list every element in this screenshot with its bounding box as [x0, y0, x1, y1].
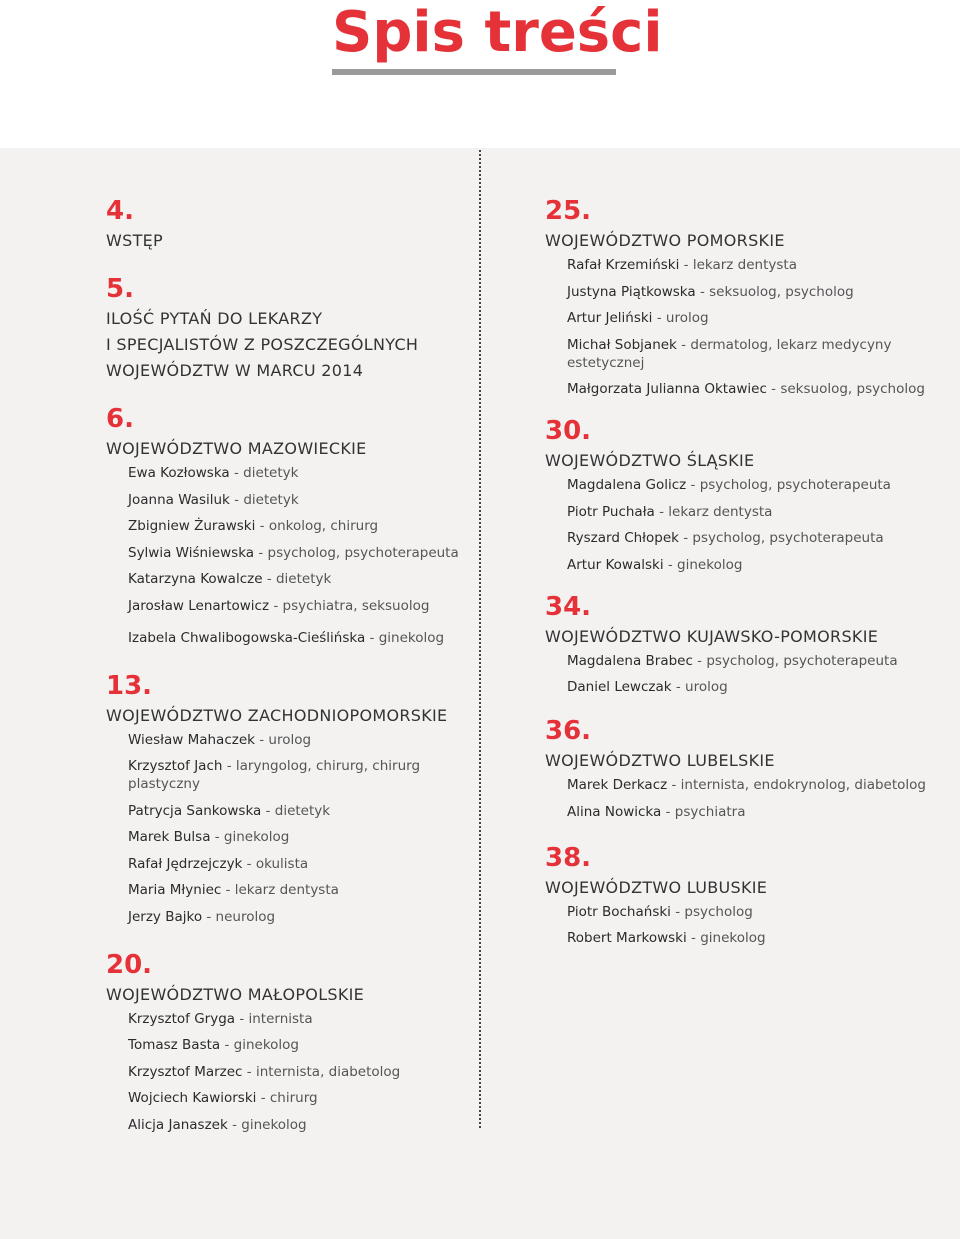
list-item — [567, 556, 945, 574]
list-item — [128, 802, 466, 820]
list-item — [128, 1089, 466, 1107]
specialty: - ginekolog — [365, 629, 445, 646]
list-item — [567, 336, 945, 372]
list-item — [128, 855, 466, 873]
list-item — [567, 529, 945, 547]
toc-section — [545, 592, 945, 697]
section-heading: WOJEWÓDZTWO POMORSKIE — [545, 231, 785, 250]
person-name: Alina Nowicka — [567, 803, 662, 820]
page-number: 38. — [545, 842, 592, 873]
toc-section — [545, 843, 945, 948]
toc-section — [545, 196, 945, 398]
left-column — [106, 196, 466, 1142]
specialty: - neurolog — [202, 908, 276, 925]
person-name: Rafał Jędrzejczyk — [128, 855, 243, 872]
specialty: - psycholog, psychoterapeuta — [678, 530, 884, 546]
list-item — [128, 1010, 466, 1028]
person-name: Artur Kowalski — [567, 556, 664, 573]
toc-section — [106, 274, 466, 384]
page-number: 34. — [545, 591, 592, 622]
specialty: - ginekolog — [227, 1116, 307, 1133]
section-heading: WOJEWÓDZTWO ZACHODNIOPOMORSKIE — [106, 705, 448, 725]
list-item — [567, 678, 945, 696]
specialty: - internista — [235, 1010, 313, 1027]
specialty: - laryngolog, chirurg, chirurg plastyczny — [128, 758, 421, 792]
list-item — [128, 908, 466, 926]
person-name: Piotr Bochański — [567, 903, 671, 920]
specialty: - psycholog, psychoterapeuta — [254, 544, 459, 561]
toc-section — [106, 404, 466, 647]
section-heading: WOJEWÓDZTWO MAZOWIECKIE — [106, 439, 367, 458]
entry-list — [545, 776, 945, 821]
page-number: 5. — [106, 274, 134, 304]
person-name: Krzysztof Gryga — [128, 1010, 236, 1027]
toc-section — [545, 416, 945, 574]
list-item — [128, 1036, 466, 1054]
specialty: - psychiatra — [661, 803, 746, 820]
page-number: 4. — [106, 196, 134, 226]
list-item — [128, 597, 466, 615]
right-column — [545, 196, 945, 956]
entry-list — [106, 731, 466, 926]
person-name: Krzysztof Marzec — [128, 1063, 243, 1080]
person-name: Artur Jeliński — [567, 310, 653, 326]
person-name: Tomasz Basta — [128, 1037, 221, 1053]
list-item — [128, 464, 466, 482]
entry-list — [545, 476, 945, 574]
section-heading: WOJEWÓDZTWO ŚLĄSKIE — [545, 451, 755, 470]
person-name: Katarzyna Kowalcze — [128, 571, 263, 587]
person-name: Jarosław Lenartowicz — [128, 597, 270, 614]
person-name: Jerzy Bajko — [128, 908, 203, 925]
person-name: Wojciech Kawiorski — [128, 1090, 257, 1106]
specialty: - seksuolog, psycholog — [766, 381, 925, 397]
list-item — [567, 652, 945, 670]
person-name: Ryszard Chłopek — [567, 530, 679, 546]
person-name: Marek Bulsa — [128, 829, 211, 845]
section-heading: WOJEWÓDZTWO LUBELSKIE — [545, 751, 775, 770]
specialty: - ginekolog — [686, 930, 766, 946]
specialty: - internista, diabetolog — [242, 1063, 401, 1080]
list-item — [567, 309, 945, 327]
specialty: - dietetyk — [229, 465, 299, 481]
page-number: 30. — [545, 416, 592, 446]
specialty: - ginekolog — [210, 829, 290, 845]
list-item — [128, 629, 466, 647]
person-name: Małgorzata Julianna Oktawiec — [567, 381, 767, 397]
person-name: Justyna Piątkowska — [567, 283, 696, 300]
section-heading: WSTĘP — [106, 231, 164, 250]
list-item — [567, 380, 945, 398]
section-heading: I SPECJALISTÓW Z POSZCZEGÓLNYCH — [106, 335, 419, 354]
toc-section — [106, 196, 466, 254]
list-item — [567, 283, 945, 301]
list-item — [128, 1116, 466, 1134]
person-name: Magdalena Brabec — [567, 652, 693, 669]
page-title: Spis treści — [332, 0, 663, 65]
section-heading: WOJEWÓDZTW W MARCU 2014 — [106, 361, 364, 380]
page-number: 36. — [545, 716, 592, 746]
list-item — [567, 903, 945, 921]
person-name: Joanna Wasiluk — [128, 491, 230, 508]
list-item — [128, 544, 466, 562]
list-item — [128, 517, 466, 535]
column-divider — [479, 150, 481, 1128]
list-item — [128, 828, 466, 846]
specialty: - ginekolog — [663, 556, 743, 573]
person-name: Michał Sobjanek — [567, 336, 677, 353]
list-item — [128, 491, 466, 509]
person-name: Maria Młyniec — [128, 882, 222, 898]
person-name: Robert Markowski — [567, 930, 687, 946]
page-number: 6. — [106, 404, 134, 434]
entry-list — [106, 464, 466, 647]
person-name: Daniel Lewczak — [567, 679, 672, 695]
entry-list — [545, 652, 945, 697]
specialty: - psycholog, psychoterapeuta — [692, 652, 898, 669]
specialty: - psychiatra, seksuolog — [269, 597, 430, 614]
specialty: - ginekolog — [220, 1037, 299, 1053]
page-number: 20. — [106, 949, 153, 980]
specialty: - dietetyk — [262, 571, 332, 587]
section-heading: ILOŚĆ PYTAŃ DO LEKARZY — [106, 309, 323, 328]
list-item — [567, 776, 945, 794]
entry-list — [106, 1010, 466, 1134]
list-item — [567, 256, 945, 274]
entry-list — [545, 903, 945, 948]
section-heading: WOJEWÓDZTWO MAŁOPOLSKIE — [106, 984, 365, 1004]
person-name: Ewa Kozłowska — [128, 465, 230, 481]
toc-section — [106, 671, 466, 926]
list-item — [567, 476, 945, 494]
section-heading: WOJEWÓDZTWO KUJAWSKO-POMORSKIE — [545, 626, 879, 646]
specialty: - chirurg — [256, 1090, 318, 1106]
person-name: Rafał Krzemiński — [567, 257, 680, 273]
person-name: Izabela Chwalibogowska-Cieślińska — [128, 629, 366, 646]
list-item — [128, 731, 466, 749]
specialty: - urolog — [254, 731, 312, 748]
person-name: Magdalena Golicz — [567, 477, 687, 493]
list-item — [128, 757, 466, 793]
person-name: Marek Derkacz — [567, 777, 668, 793]
list-item — [567, 503, 945, 521]
specialty: - lekarz dentysta — [654, 503, 773, 520]
specialty: - dermatolog, lekarz medycyny estetycznej — [567, 336, 892, 371]
specialty: - onkolog, chirurg — [255, 518, 379, 534]
specialty: - dietetyk — [229, 491, 299, 508]
person-name: Alicja Janaszek — [128, 1116, 228, 1133]
list-item — [128, 881, 466, 899]
list-item — [567, 803, 945, 821]
specialty: - internista, endokrynolog, diabetolog — [667, 777, 926, 793]
person-name: Zbigniew Żurawski — [128, 518, 256, 534]
page-number: 25. — [545, 196, 592, 226]
title-underline — [332, 69, 616, 75]
page-number: 13. — [106, 670, 153, 701]
section-heading: WOJEWÓDZTWO LUBUSKIE — [545, 877, 768, 897]
list-item — [128, 1063, 466, 1081]
person-name: Piotr Puchała — [567, 503, 655, 520]
specialty: - okulista — [242, 855, 309, 872]
person-name: Wiesław Mahaczek — [128, 731, 255, 748]
specialty: - lekarz dentysta — [221, 882, 339, 898]
person-name: Sylwia Wiśniewska — [128, 544, 255, 561]
toc-section — [106, 950, 466, 1134]
person-name: Krzysztof Jach — [128, 758, 223, 774]
entry-list — [545, 256, 945, 398]
specialty: - urolog — [671, 679, 728, 695]
list-item — [128, 570, 466, 588]
specialty: - dietetyk — [261, 802, 331, 819]
list-item — [567, 929, 945, 947]
person-name: Patrycja Sankowska — [128, 802, 262, 819]
specialty: - seksuolog, psycholog — [695, 283, 854, 300]
specialty: - urolog — [652, 310, 709, 326]
toc-section — [545, 716, 945, 821]
specialty: - psycholog — [670, 903, 753, 920]
specialty: - lekarz dentysta — [679, 257, 797, 273]
specialty: - psycholog, psychoterapeuta — [686, 477, 891, 493]
